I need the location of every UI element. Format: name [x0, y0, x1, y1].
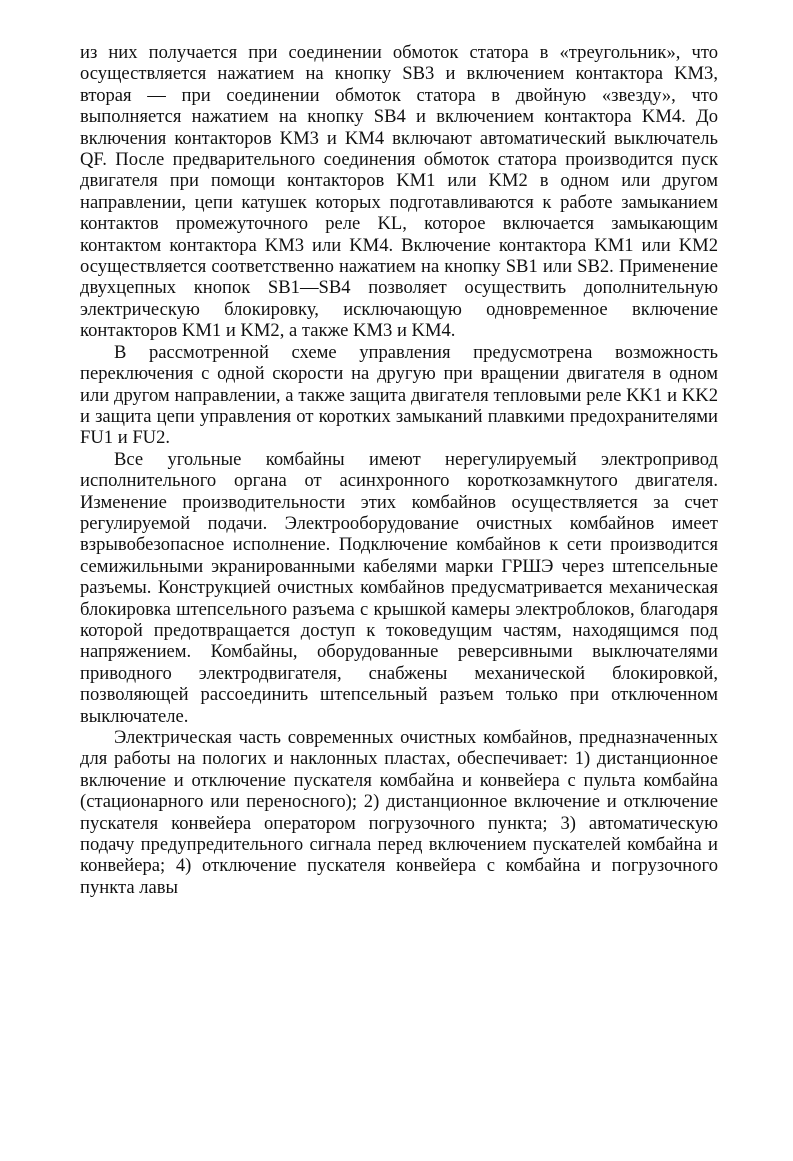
paragraph-1: из них получается при соединении обмоток статора в «треугольник», что осуществляется нажатием на кнопку SB3 и включением контактора KM3, вторая — при соединении обмоток статора в двойную «звезду», что выполняется нажатием на кнопку SB4 и включением контактора KM4. До включения контакторов KM3 и KM4 включают автоматический выключатель QF. После предварительного соединения обмоток статора производится пуск двигателя при помощи контакторов KM1 или KM2 в одном или другом направлении, цепи катушек которых подготавливаются к работе замыканием контактов промежуточного реле KL, которое включается замыкающим контактом контактора KM3 или KM4. Включение контактора KM1 или KM2 осуществляется соответственно нажатием на кнопку SB1 или SB2. Применение двухцепных кнопок SB1—SB4 позволяет осуществить дополнительную электрическую блокировку, исключающую одновременное включение контакторов KM1 и KM2, а также KM3 и KM4.: [80, 42, 718, 342]
document-page: [80, 42, 718, 898]
paragraph-4: Электрическая часть современных очистных комбайнов, предназначенных для работы на пологих и наклонных пластах, обеспечивает: 1) дистанционное включение и отключение пускателя комбайна и конвейера с пульта комбайна (стационарного или переносного); 2) дистанционное включение и отключение пускателя конвейера оператором погрузочного пункта; 3) автоматическую подачу предупредительного сигнала перед включением пускателей комбайна и конвейера; 4) отключение пускателя конвейера с комбайна и погрузочного пункта лавы: [80, 727, 718, 898]
paragraph-2: В рассмотренной схеме управления предусмотрена возможность переключения с одной скорости на другую при вращении двигателя в одном или другом направлении, а также защита двигателя тепловыми реле KK1 и KK2 и защита цепи управления от коротких замыканий плавкими предохранителями FU1 и FU2.: [80, 341, 718, 449]
paragraph-3: Все угольные комбайны имеют нерегулируемый электропривод исполнительного органа от асинхронного короткозамкнутого двигателя. Изменение производительности этих комбайнов осуществляется за счет регулируемой подачи. Электрооборудование очистных комбайнов имеет взрывобезопасное исполнение. Подключение комбайнов к сети производится семижильными экранированными кабелями марки ГРШЭ через штепсельные разъемы. Конструкцией очистных комбайнов предусматривается механическая блокировка штепсельного разъема с крышкой камеры электроблоков, благодаря которой предотвращается доступ к токоведущим частям, находящимся под напряжением. Комбайны, оборудованные реверсивными выключателями приводного электродвигателя, снабжены механической блокировкой, позволяющей рассоединить штепсельный разъем только при отключенном выключателе.: [80, 448, 718, 727]
